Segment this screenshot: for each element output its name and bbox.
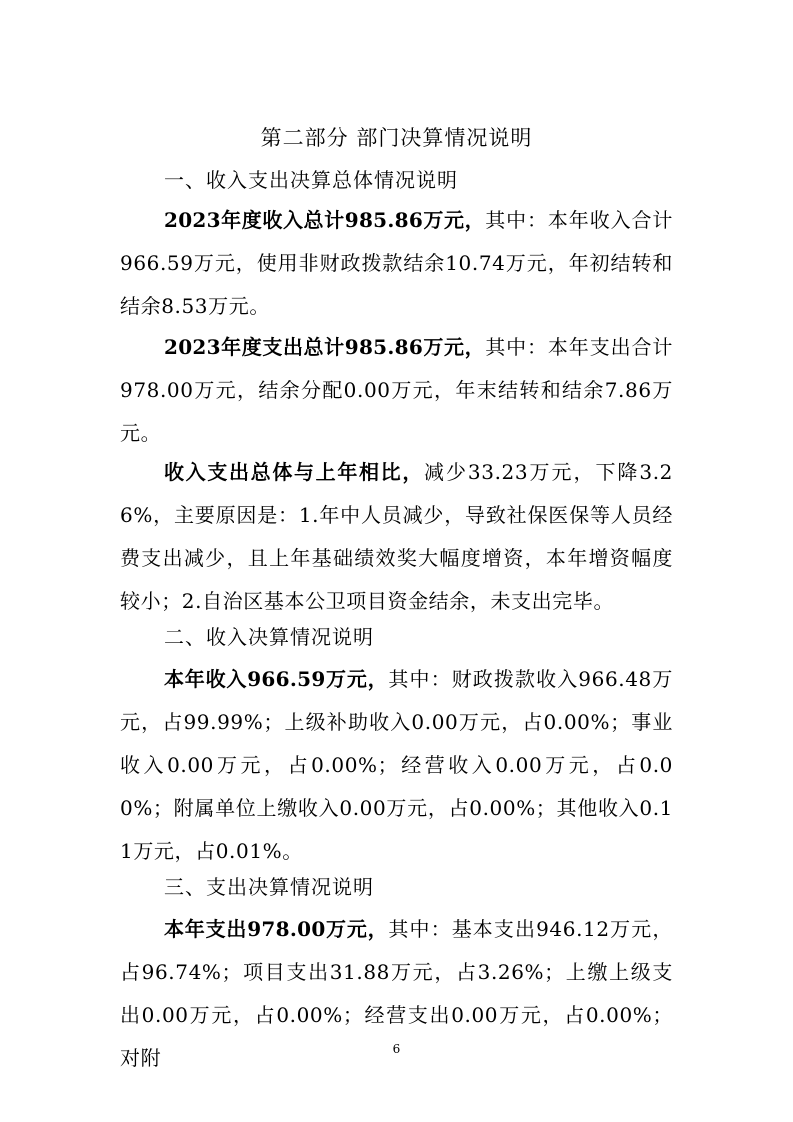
section-heading-3: 三、支出决算情况说明: [164, 875, 374, 899]
paragraph-lead: 收入支出总体与上年相比，: [164, 460, 424, 484]
page-number: 6: [392, 1042, 401, 1056]
paragraph-expense-total: [120, 326, 673, 455]
paragraph-lead: 2023年度收入总计985.86万元，: [164, 208, 486, 232]
paragraph-lead: 2023年度支出总计985.86万元，: [164, 335, 486, 359]
paragraph-text: 其中：基本支出946.12万元，占96.74%；项目支出31.88万元，占3.26%；上缴上级支出0.00万元，占0.00%；经营支出0.00万元，占0.00%；对附: [120, 917, 673, 1070]
paragraph-lead: 本年支出978.00万元，: [164, 917, 389, 941]
paragraph-income-total: [120, 199, 673, 328]
paragraph-text: 减少33.23万元，下降3.26%，主要原因是：1.年中人员减少，导致社保医保等人员经费支出减少，且上年基础绩效奖大幅度增资，本年增资幅度较小；2.自治区基本公卫项目资金结余，未支出完毕。: [120, 460, 673, 613]
section-heading-1: 一、收入支出决算总体情况说明: [164, 168, 458, 192]
paragraph-text: 其中：本年收入合计966.59万元，使用非财政拨款结余10.74万元，年初结转和结余8.53万元。: [120, 208, 673, 318]
section-heading-2: 二、收入决算情况说明: [164, 625, 374, 649]
paragraph-lead: 本年收入966.59万元，: [164, 667, 389, 691]
paragraph-year-comparison: [120, 451, 673, 623]
paragraph-income-detail: [120, 658, 673, 873]
paragraph-text: 其中：本年支出合计978.00万元，结余分配0.00万元，年末结转和结余7.86万元。: [120, 335, 673, 445]
paragraph-text: 其中：财政拨款收入966.48万元，占99.99%；上级补助收入0.00万元，占0.00%；事业收入0.00万元，占0.00%；经营收入0.00万元，占0.00%；附属单位上缴收入0.00万元，占0.00%；其他收入0.11万元，占0.01%。: [120, 667, 673, 863]
page-title: 第二部分 部门决算情况说明: [260, 126, 533, 150]
